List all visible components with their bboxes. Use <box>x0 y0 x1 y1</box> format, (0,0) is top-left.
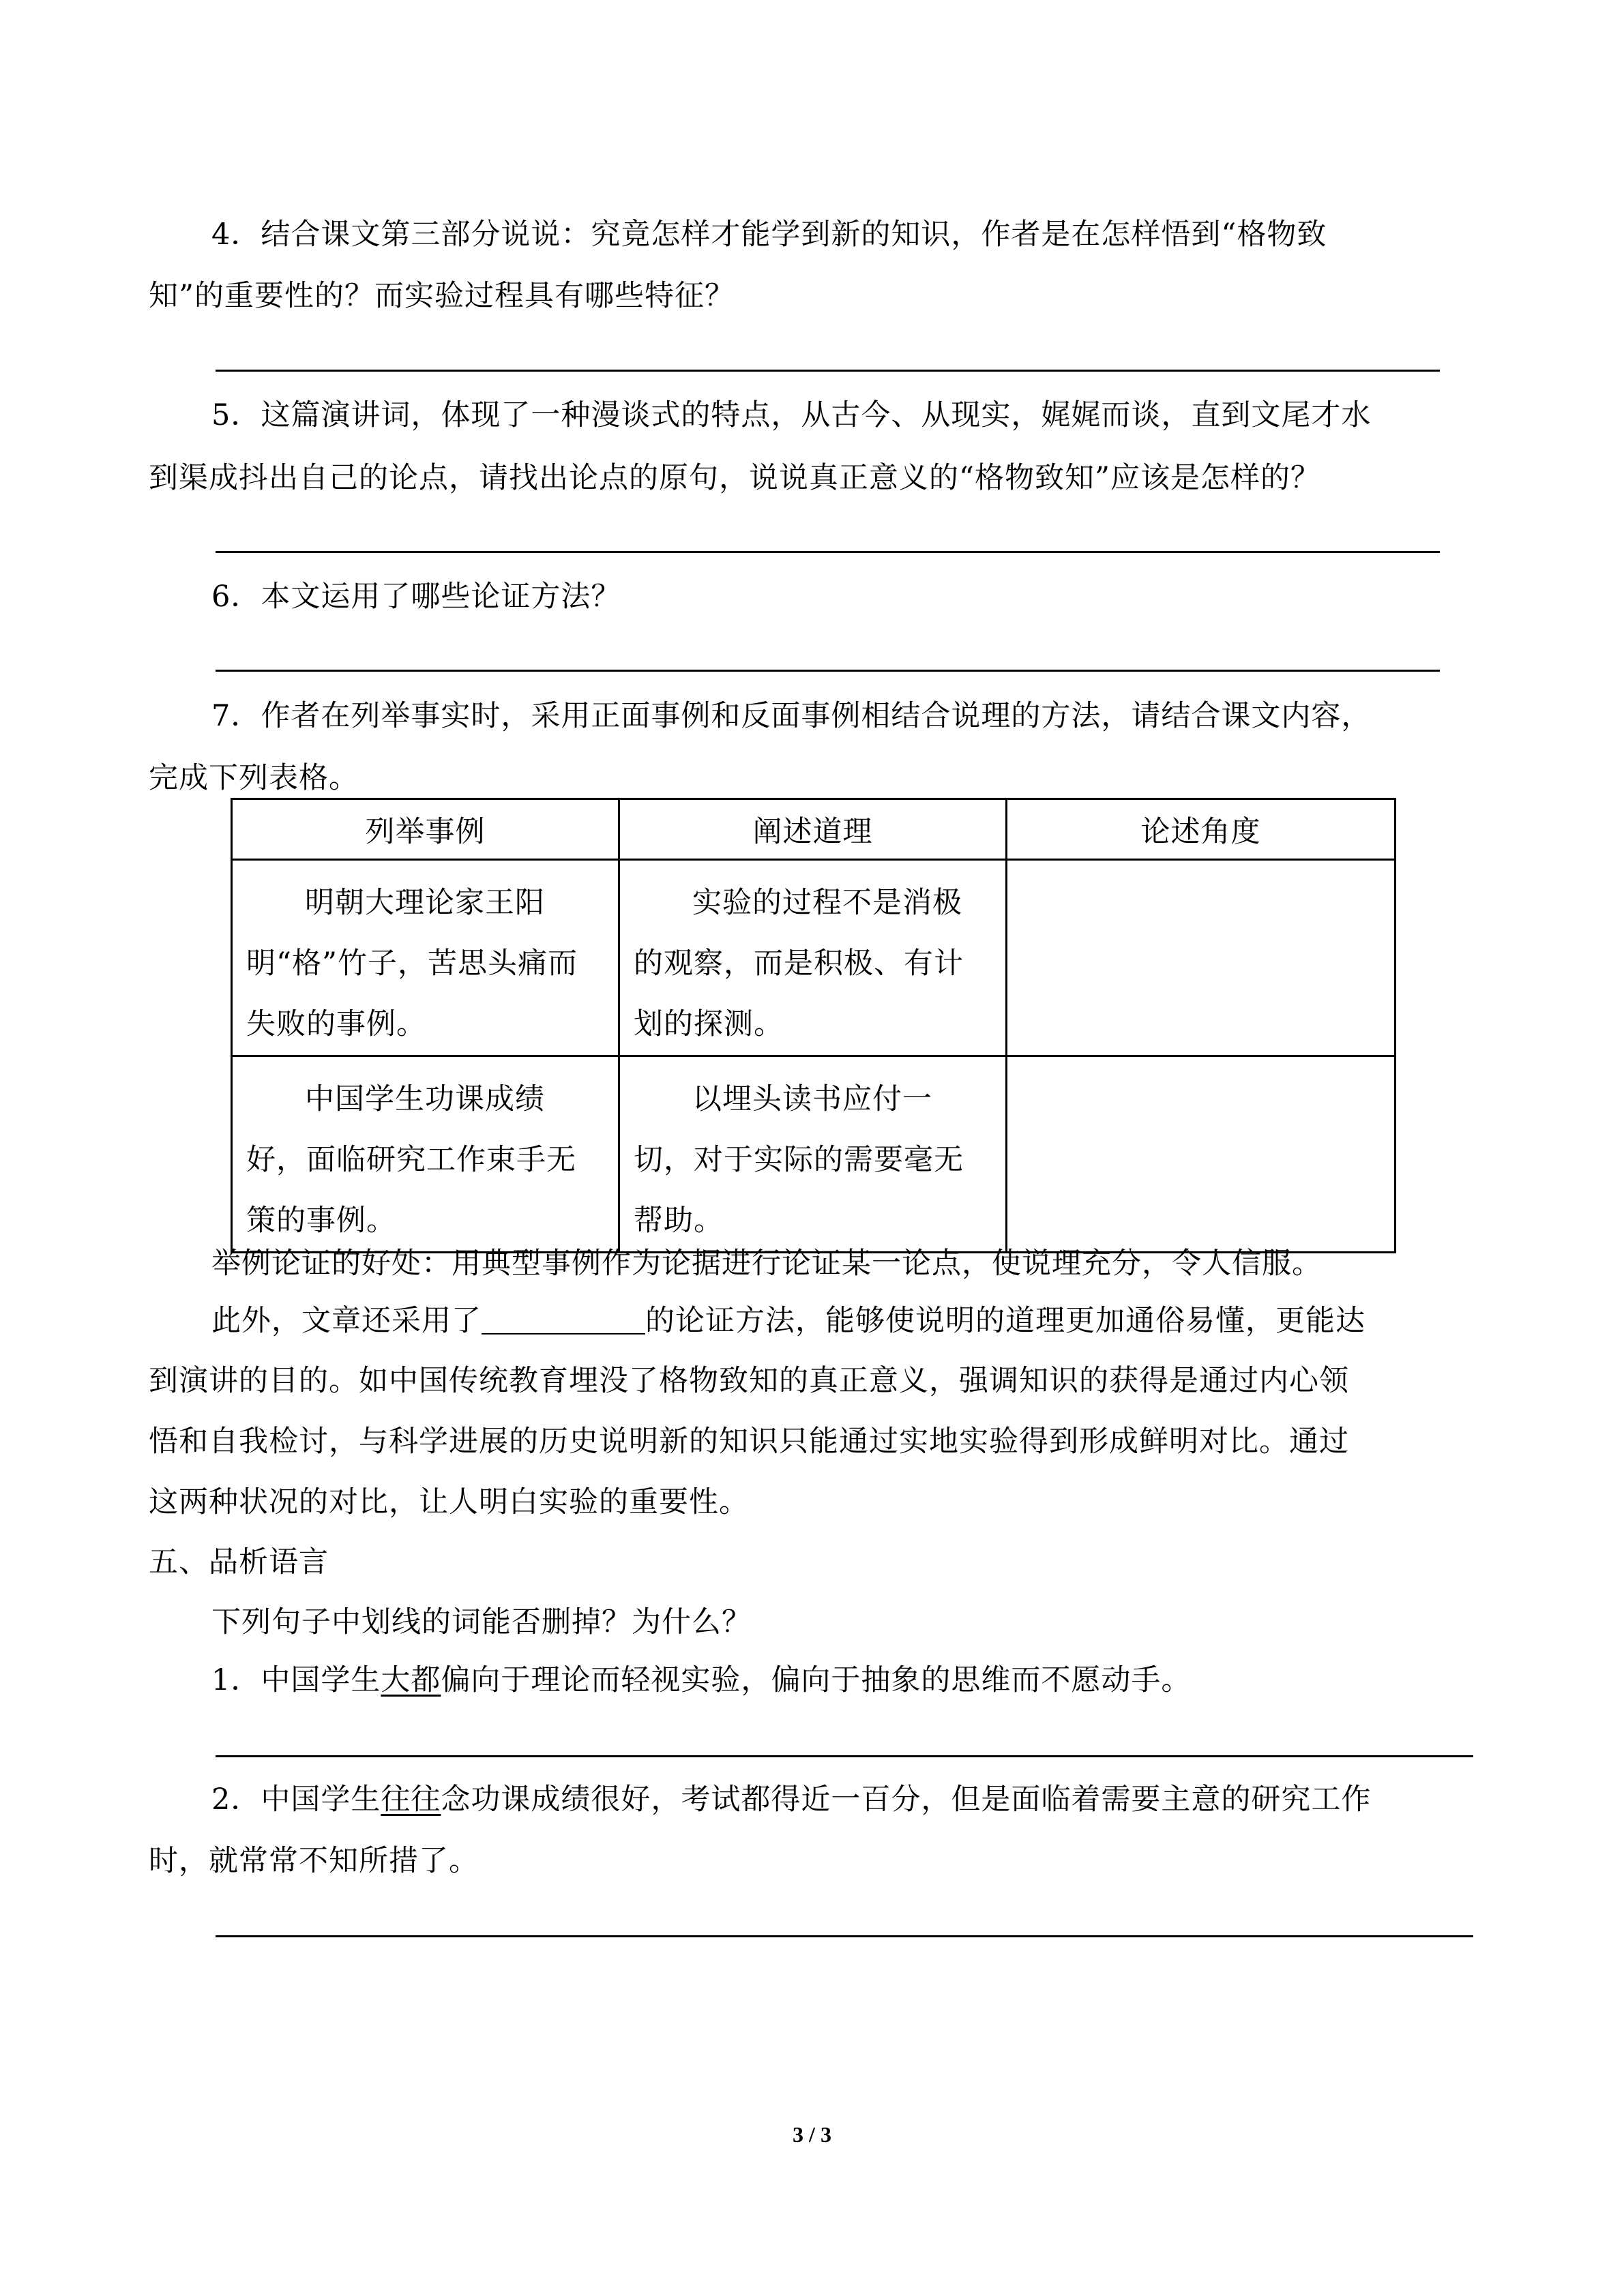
table-row <box>232 860 1396 1056</box>
fill-blank[interactable] <box>482 1306 645 1335</box>
paragraph-line: 悟和自我检讨，与科学进展的历史说明新的知识只能通过实地实验得到形成鲜明对比。通过 <box>149 1425 1349 1459</box>
paragraph-line: 这两种状况的对比，让人明白实验的重要性。 <box>149 1485 749 1519</box>
q4-line1: 4．结合课文第三部分说说：究竟怎样才能学到新的知识，作者是在怎样悟到“格物致 <box>211 218 1327 252</box>
table-cell-reason: 实验的过程不是消极的观察，而是积极、有计划的探测。 <box>619 860 1007 1056</box>
example-benefit-text: 举例论证的好处：用典型事例作为论据进行论证某一论点，使说理充分，令人信服。 <box>211 1247 1322 1281</box>
paragraph-line: 到演讲的目的。如中国传统教育埋没了格物致知的真正意义，强调知识的获得是通过内心领 <box>149 1364 1349 1398</box>
example-table <box>231 798 1396 1253</box>
q7-line2: 完成下列表格。 <box>149 761 359 795</box>
table-cell-example: 明朝大理论家王阳明“格”竹子，苦思头痛而失败的事例。 <box>232 860 619 1056</box>
also-text-pre: 此外，文章还采用了 <box>211 1304 482 1338</box>
table-header: 列举事例 <box>232 799 619 860</box>
sentence-2-post: 念功课成绩很好，考试都得近一百分，但是面临着需要主意的研究工作 <box>441 1783 1372 1817</box>
q6-line1: 6．本文运用了哪些论证方法？ <box>211 580 621 614</box>
sentence-1 <box>211 1663 1473 1697</box>
q4-line2: 知”的重要性的？而实验过程具有哪些特征？ <box>149 279 735 313</box>
sentence-1-post: 偏向于理论而轻视实验，偏向于抽象的思维而不愿动手。 <box>441 1663 1192 1697</box>
q5-line2: 到渠成抖出自己的论点，请找出论点的原句，说说真正意义的“格物致知”应该是怎样的？ <box>149 461 1320 495</box>
q7-line1: 7．作者在列举事实时，采用正面事例和反面事例相结合说理的方法，请结合课文内容， <box>211 699 1372 733</box>
sentence-1-pre: 1．中国学生 <box>211 1663 381 1697</box>
table-cell-reason: 以埋头读书应付一切，对于实际的需要毫无帮助。 <box>619 1056 1007 1253</box>
section-heading: 五、品析语言 <box>149 1545 329 1579</box>
also-text-post: 的论证方法，能够使说明的道理更加通俗易懂，更能达 <box>645 1304 1365 1338</box>
s2-answer-line <box>216 1935 1473 1937</box>
q4-answer-line <box>216 370 1440 372</box>
q5-answer-line <box>216 551 1440 553</box>
table-cell-angle[interactable] <box>1007 860 1396 1056</box>
underlined-word: 往往 <box>381 1783 441 1817</box>
page-number: 3 / 3 <box>793 2122 831 2147</box>
table-row <box>232 1056 1396 1253</box>
table-header-row <box>232 799 1396 860</box>
q5-line1: 5．这篇演讲词，体现了一种漫谈式的特点，从古今、从现实，娓娓而谈，直到文尾才水 <box>211 398 1372 432</box>
q6-answer-line <box>216 670 1440 672</box>
table-header: 论述角度 <box>1007 799 1396 860</box>
s1-answer-line <box>216 1755 1473 1757</box>
section-intro: 下列句子中划线的词能否删掉？为什么？ <box>211 1605 752 1639</box>
table-header: 阐述道理 <box>619 799 1007 860</box>
table-cell-example: 中国学生功课成绩好，面临研究工作束手无策的事例。 <box>232 1056 619 1253</box>
underlined-word: 大都 <box>381 1663 441 1697</box>
sentence-2-pre: 2．中国学生 <box>211 1783 381 1817</box>
sentence-2 <box>211 1785 1473 1815</box>
table-cell-angle[interactable] <box>1007 1056 1396 1253</box>
sentence-2-line2: 时，就常常不知所措了。 <box>149 1844 479 1878</box>
also-line <box>211 1306 1473 1336</box>
